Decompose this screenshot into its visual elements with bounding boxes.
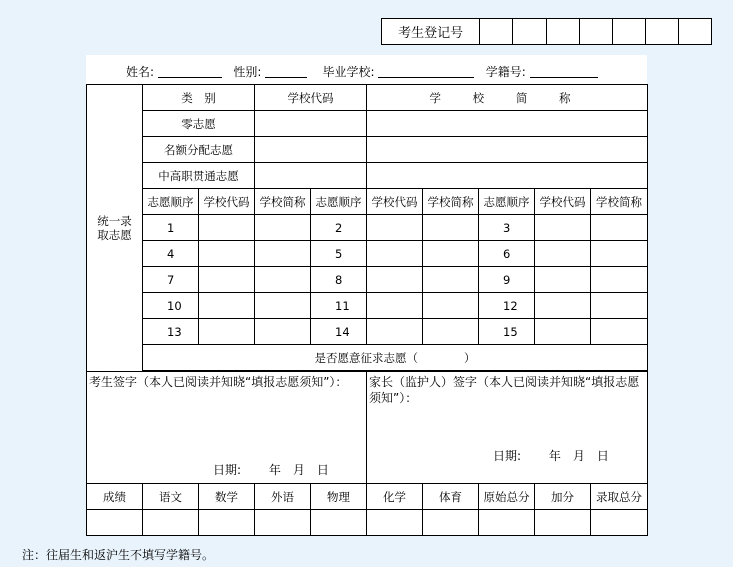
footnote: 注：往届生和返沪生不填写学籍号。 bbox=[22, 548, 215, 562]
score-header: 录取总分 bbox=[591, 484, 648, 510]
name-header: 学校简称 bbox=[591, 189, 648, 215]
code-cell[interactable] bbox=[535, 319, 591, 345]
school-label: 毕业学校: bbox=[322, 65, 375, 79]
student-id-blank[interactable] bbox=[530, 65, 598, 78]
special-row-label: 中高职贯通志愿 bbox=[143, 163, 255, 189]
score-header: 原始总分 bbox=[479, 484, 535, 510]
registration-label: 考生登记号 bbox=[382, 19, 480, 44]
score-cell[interactable] bbox=[255, 510, 311, 536]
score-cell[interactable] bbox=[423, 510, 479, 536]
student-signature-label: 考生签字（本人已阅读并知晓“填报志愿须知”）： bbox=[89, 375, 348, 389]
order-number: 1 bbox=[143, 215, 199, 241]
school-code-header: 学校代码 bbox=[255, 85, 367, 111]
name-cell[interactable] bbox=[591, 319, 648, 345]
name-cell[interactable] bbox=[423, 293, 479, 319]
code-cell[interactable] bbox=[535, 241, 591, 267]
order-number: 8 bbox=[311, 267, 367, 293]
special-row-code-cell[interactable] bbox=[255, 163, 367, 189]
parent-signature-box[interactable] bbox=[367, 372, 648, 484]
score-cell[interactable] bbox=[143, 510, 199, 536]
order-header: 志愿顺序 bbox=[143, 189, 199, 215]
special-row-label: 名额分配志愿 bbox=[143, 137, 255, 163]
score-cell[interactable] bbox=[479, 510, 535, 536]
name-cell[interactable] bbox=[423, 319, 479, 345]
solicit-preference[interactable]: 是否愿意征求志愿（ ） bbox=[143, 345, 648, 371]
special-row-name-cell[interactable] bbox=[367, 137, 648, 163]
name-header: 学校简称 bbox=[423, 189, 479, 215]
special-row-code-cell[interactable] bbox=[255, 111, 367, 137]
order-number: 9 bbox=[479, 267, 535, 293]
order-number: 15 bbox=[479, 319, 535, 345]
score-header: 语文 bbox=[143, 484, 199, 510]
code-header: 学校代码 bbox=[367, 189, 423, 215]
score-header: 外语 bbox=[255, 484, 311, 510]
score-cell[interactable] bbox=[311, 510, 367, 536]
order-number: 6 bbox=[479, 241, 535, 267]
code-cell[interactable] bbox=[367, 215, 423, 241]
student-date: 日期: 年 月 日 bbox=[213, 463, 329, 477]
school-blank[interactable] bbox=[378, 65, 474, 78]
order-number: 11 bbox=[311, 293, 367, 319]
registration-digit-cell[interactable] bbox=[580, 19, 613, 44]
registration-digit-cell[interactable] bbox=[646, 19, 679, 44]
school-name-header: 学 校 简 称 bbox=[367, 85, 648, 111]
registration-digit-cell[interactable] bbox=[547, 19, 580, 44]
name-cell[interactable] bbox=[423, 241, 479, 267]
name-cell[interactable] bbox=[423, 267, 479, 293]
code-cell[interactable] bbox=[535, 215, 591, 241]
special-row-code-cell[interactable] bbox=[255, 137, 367, 163]
score-cell[interactable] bbox=[591, 510, 648, 536]
student-id-label: 学籍号: bbox=[485, 65, 526, 79]
code-cell[interactable] bbox=[367, 241, 423, 267]
name-blank[interactable] bbox=[158, 65, 222, 78]
order-number: 10 bbox=[143, 293, 199, 319]
gender-blank[interactable] bbox=[265, 65, 307, 78]
order-number: 7 bbox=[143, 267, 199, 293]
name-header: 学校简称 bbox=[255, 189, 311, 215]
code-cell[interactable] bbox=[199, 215, 255, 241]
name-cell[interactable] bbox=[591, 215, 648, 241]
code-cell[interactable] bbox=[199, 267, 255, 293]
order-number: 14 bbox=[311, 319, 367, 345]
order-number: 4 bbox=[143, 241, 199, 267]
code-cell[interactable] bbox=[199, 319, 255, 345]
code-cell[interactable] bbox=[199, 241, 255, 267]
registration-digit-cell[interactable] bbox=[513, 19, 546, 44]
score-header: 加分 bbox=[535, 484, 591, 510]
registration-number-box bbox=[381, 18, 712, 45]
code-cell[interactable] bbox=[535, 293, 591, 319]
name-cell[interactable] bbox=[255, 293, 311, 319]
registration-digit-cell[interactable] bbox=[679, 19, 711, 44]
score-cell[interactable] bbox=[535, 510, 591, 536]
name-cell[interactable] bbox=[423, 215, 479, 241]
category-header: 类 别 bbox=[143, 85, 255, 111]
order-header: 志愿顺序 bbox=[479, 189, 535, 215]
parent-date: 日期: 年 月 日 bbox=[493, 449, 609, 463]
score-cell[interactable] bbox=[367, 510, 423, 536]
registration-digit-cell[interactable] bbox=[480, 19, 513, 44]
code-cell[interactable] bbox=[199, 293, 255, 319]
code-cell[interactable] bbox=[367, 267, 423, 293]
student-signature-box[interactable] bbox=[87, 372, 367, 484]
code-header: 学校代码 bbox=[199, 189, 255, 215]
score-header: 数学 bbox=[199, 484, 255, 510]
code-header: 学校代码 bbox=[535, 189, 591, 215]
gender-label: 性别: bbox=[233, 65, 262, 79]
order-number: 12 bbox=[479, 293, 535, 319]
student-info-line bbox=[126, 63, 598, 80]
score-cell[interactable] bbox=[87, 510, 143, 536]
name-cell[interactable] bbox=[255, 319, 311, 345]
name-label: 姓名: bbox=[126, 65, 155, 79]
name-cell[interactable] bbox=[255, 241, 311, 267]
registration-digit-cell[interactable] bbox=[613, 19, 646, 44]
name-cell[interactable] bbox=[255, 267, 311, 293]
order-number: 13 bbox=[143, 319, 199, 345]
code-cell[interactable] bbox=[535, 267, 591, 293]
order-number: 2 bbox=[311, 215, 367, 241]
parent-signature-label: 家长（监护人）签字（本人已阅读并知晓“填报志愿须知”）： bbox=[369, 375, 640, 405]
special-row-label: 零志愿 bbox=[143, 111, 255, 137]
score-header: 化学 bbox=[367, 484, 423, 510]
score-header: 物理 bbox=[311, 484, 367, 510]
name-cell[interactable] bbox=[591, 293, 648, 319]
order-number: 5 bbox=[311, 241, 367, 267]
code-cell[interactable] bbox=[367, 319, 423, 345]
score-header: 体育 bbox=[423, 484, 479, 510]
score-header: 成绩 bbox=[87, 484, 143, 510]
name-cell[interactable] bbox=[591, 241, 648, 267]
unified-admission-label: 统一录取志愿 bbox=[87, 85, 143, 372]
name-cell[interactable] bbox=[255, 215, 311, 241]
code-cell[interactable] bbox=[367, 293, 423, 319]
special-row-name-cell[interactable] bbox=[367, 163, 648, 189]
application-form-table bbox=[86, 84, 648, 536]
order-header: 志愿顺序 bbox=[311, 189, 367, 215]
name-cell[interactable] bbox=[591, 267, 648, 293]
score-cell[interactable] bbox=[199, 510, 255, 536]
order-number: 3 bbox=[479, 215, 535, 241]
special-row-name-cell[interactable] bbox=[367, 111, 648, 137]
